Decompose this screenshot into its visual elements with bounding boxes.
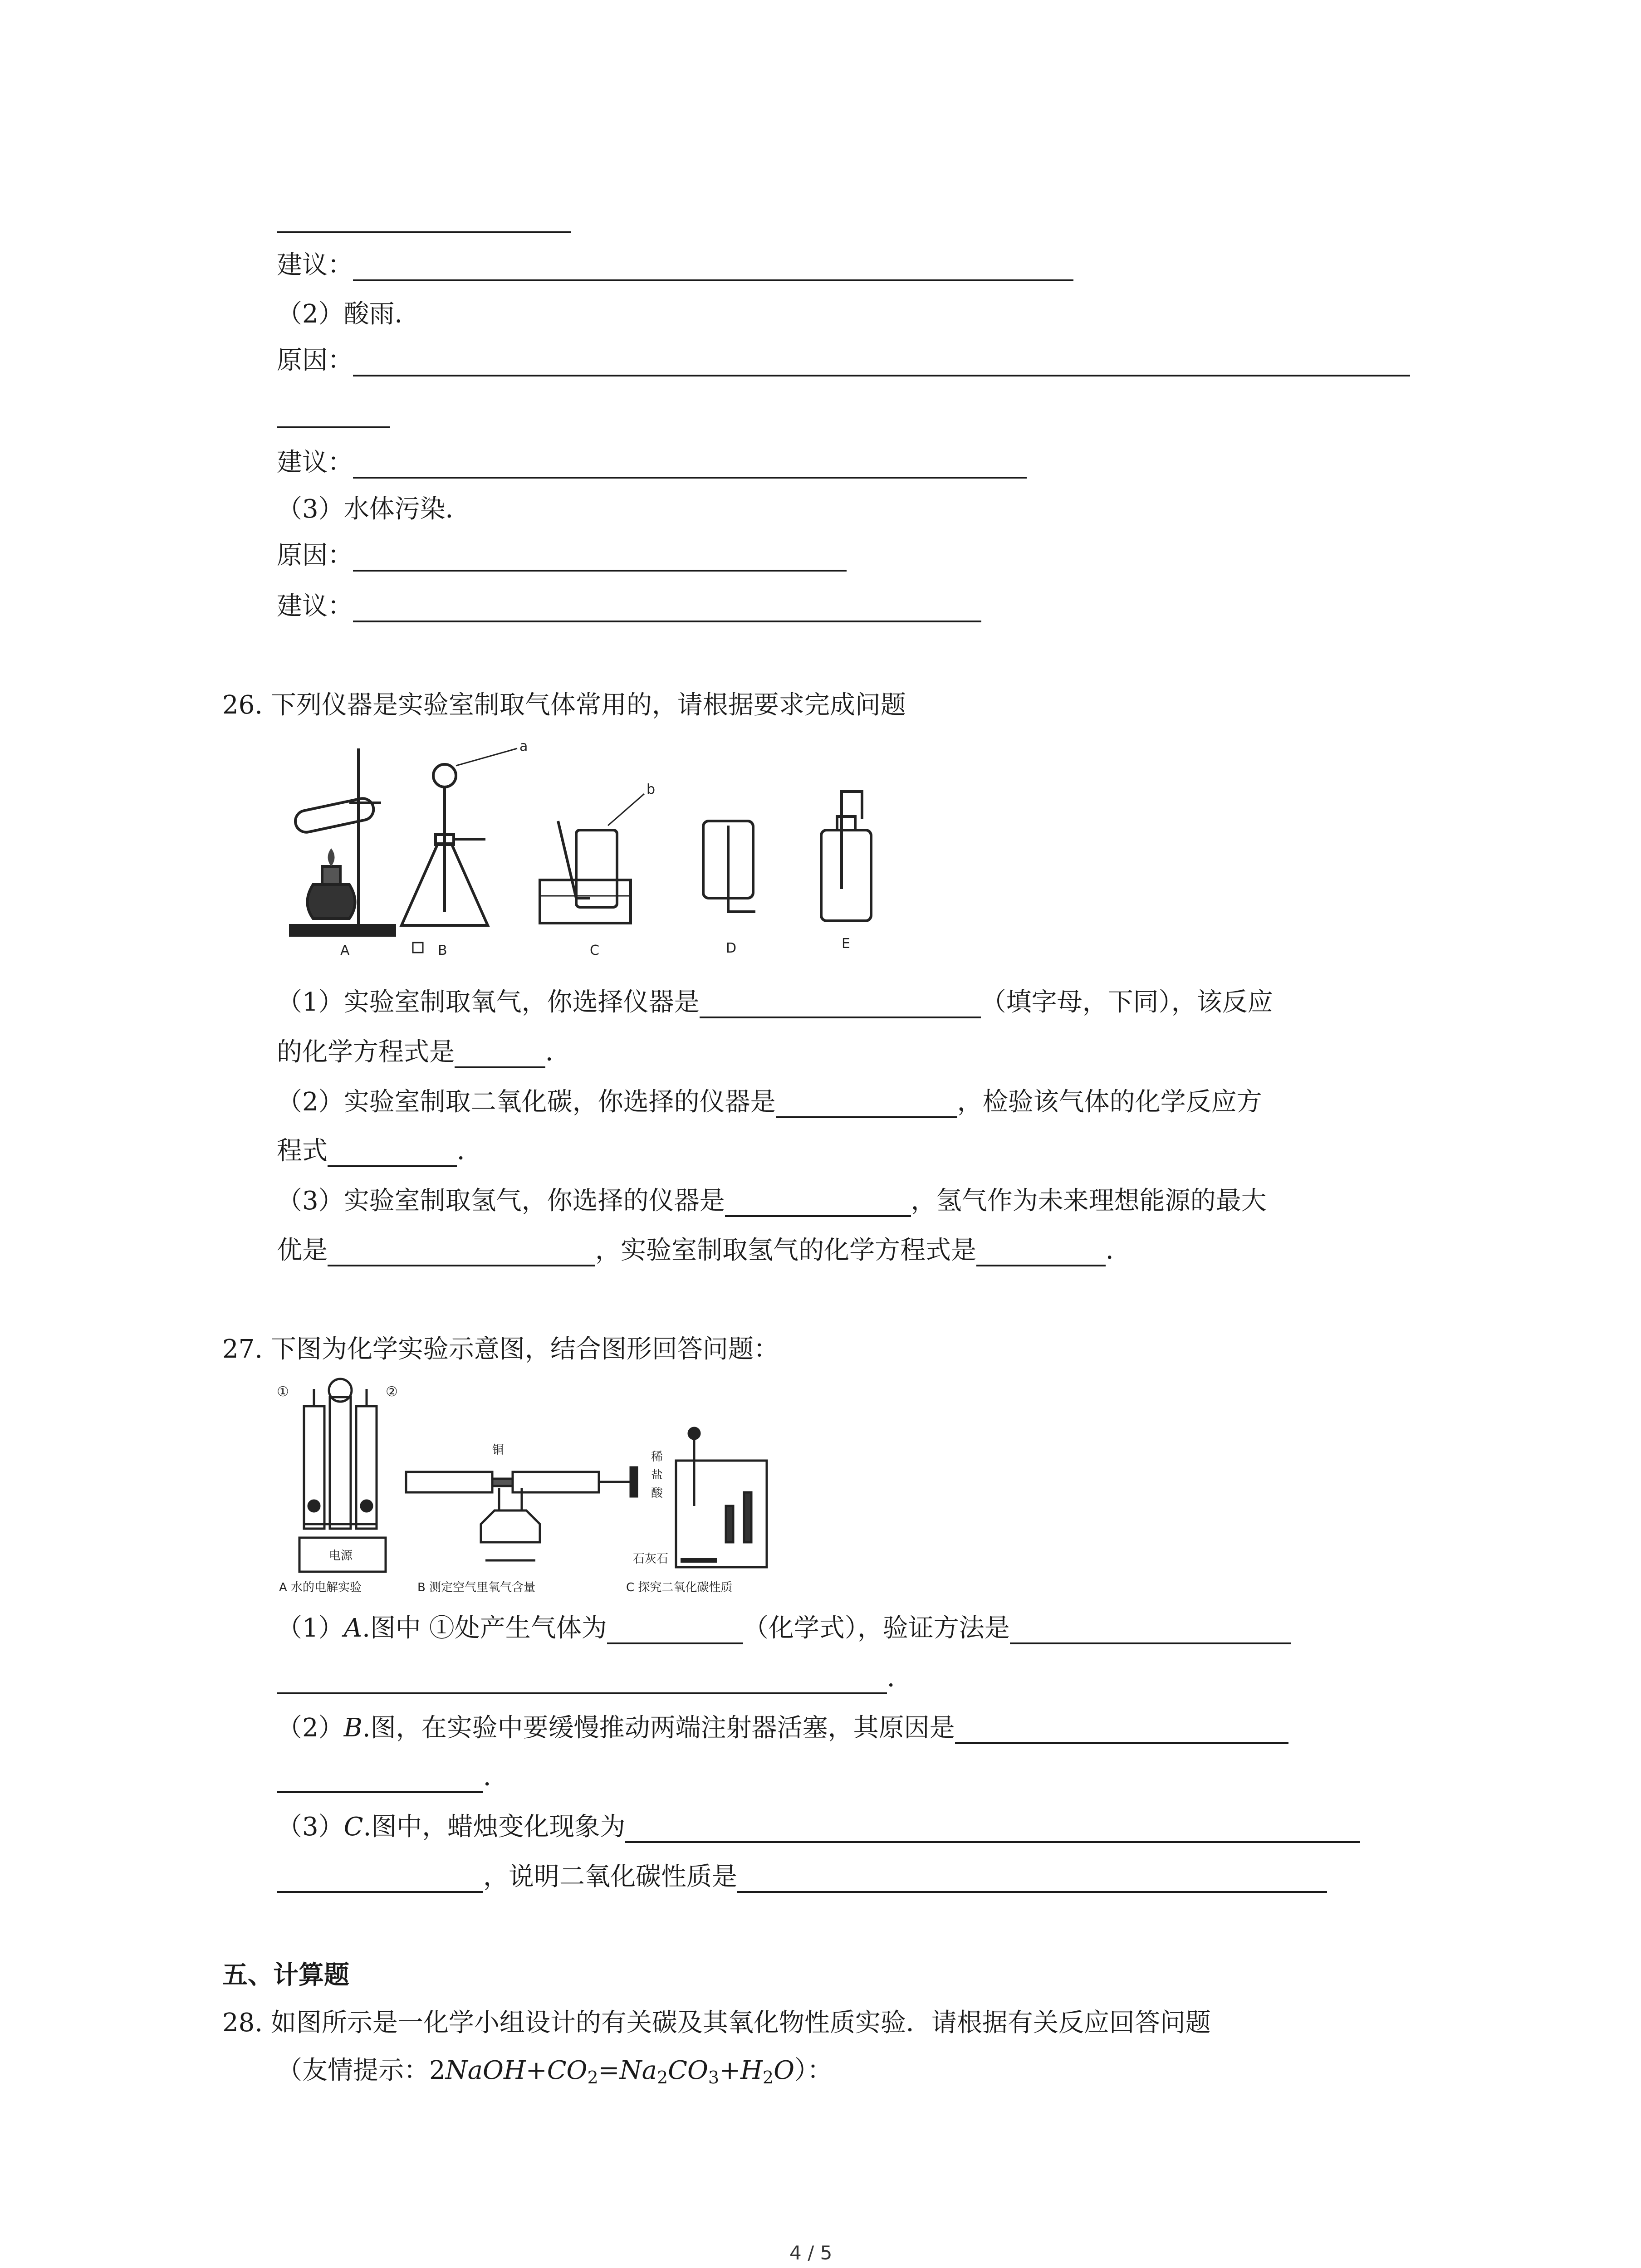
label-limestone: 石灰石 (633, 1552, 669, 1566)
q25-reason2-row (277, 340, 1410, 376)
experiment-a (299, 1379, 386, 1572)
page-number: 4 / 5 (789, 2242, 833, 2264)
q28-equation (429, 2056, 794, 2085)
q28-stem: 28. 如图所示是一化学小组设计的有关碳及其氧化物性质实验．请根据有关反应回答问题 (222, 2008, 1211, 2038)
q26-p3-text-d: ，实验室制取氢气的化学方程式是 (595, 1236, 976, 1265)
q27-p2-letter: B (343, 1713, 362, 1743)
q26-p2-blank1[interactable] (776, 1088, 957, 1118)
q26-p3-blank2[interactable] (328, 1237, 595, 1266)
q26-p1-line2 (277, 1032, 571, 1068)
q27-p1-letter: A (343, 1613, 362, 1643)
eq-na: Na (619, 2056, 657, 2085)
q26-p1-blank1[interactable] (700, 988, 981, 1018)
q26-p2-text-b: ，检验该气体的化学反应方 (957, 1087, 1262, 1117)
experiment-b (406, 1467, 637, 1560)
q26-stem: 26. 下列仪器是实验室制取气体常用的，请根据要求完成问题 (222, 690, 906, 720)
suggest1-blank[interactable] (353, 251, 1073, 281)
q26-p1-text-c: 的化学方程式是 (277, 1037, 455, 1067)
eq-sub-2: 2 (587, 2068, 598, 2087)
eq-coef: 2 (429, 2056, 446, 2085)
q26-p3-blank1[interactable] (725, 1187, 911, 1217)
reason2-blank[interactable] (353, 347, 1410, 376)
q27-p2-text-b: .图，在实验中要缓慢推动两端注射器活塞，其原因是 (362, 1713, 955, 1743)
label-small-b: b (647, 782, 656, 797)
label-power: 电源 (329, 1549, 353, 1563)
eq-co3: CO (668, 2056, 708, 2085)
q27-p3-text-c: ，说明二氧化碳性质是 (483, 1862, 737, 1892)
q26-p3-text-b: ，氢气作为未来理想能源的最大 (911, 1186, 1267, 1216)
q26-p2-line2 (277, 1131, 482, 1167)
q28-hint-open: （友情提示： (277, 2056, 429, 2085)
q25-part2-label: （2）酸雨． (277, 299, 420, 329)
q26-p1-end: ． (545, 1037, 571, 1067)
q27-p2-blank1[interactable] (955, 1714, 1288, 1744)
q27-p3-line2 (277, 1857, 1327, 1893)
q26-apparatus-figure (281, 739, 926, 962)
q27-p1-text-a: （1） (277, 1613, 344, 1643)
apparatus-a (290, 748, 395, 935)
label-e: E (842, 936, 850, 952)
label-c: C (590, 943, 599, 958)
q26-p2-line1 (277, 1082, 1262, 1118)
q27-p2-text-a: （2） (277, 1713, 344, 1743)
suggest3-label: 建议： (277, 591, 353, 621)
q27-p1-blank2[interactable] (1010, 1614, 1291, 1644)
eq-h: H (740, 2056, 763, 2085)
suggest2-label: 建议： (277, 448, 353, 477)
q26-p2-blank2[interactable] (328, 1137, 457, 1167)
q27-p3-blank1[interactable] (625, 1813, 1360, 1843)
q26-p1-line1 (277, 982, 1273, 1018)
experiment-c (676, 1428, 767, 1567)
eq-plus-1: + (525, 2056, 547, 2085)
apparatus-b (402, 748, 517, 925)
label-b: B (438, 943, 447, 958)
q27-experiment-figure (272, 1370, 789, 1597)
q27-p3-text-a: （3） (277, 1812, 344, 1842)
reason3-label: 原因： (277, 541, 353, 570)
q27-p2-end: ． (483, 1762, 509, 1792)
q25-suggest1-row (277, 245, 1073, 281)
q27-p1-line2 (277, 1658, 912, 1694)
q26-p3-end: ． (1106, 1236, 1131, 1265)
eq-plus-2: + (719, 2056, 741, 2085)
mark-1: ① (277, 1384, 289, 1400)
q26-p3-text-c: 优是 (277, 1236, 328, 1265)
reason2-blank-cont[interactable] (277, 426, 390, 428)
label-acid-1: 稀 (651, 1450, 663, 1464)
label-acid-2: 盐 (651, 1468, 663, 1482)
q26-p2-text-c: 程式 (277, 1136, 328, 1166)
q27-p3-blank2[interactable] (737, 1863, 1327, 1893)
q27-p3-text-b: .图中，蜡烛变化现象为 (363, 1812, 626, 1842)
section-5-title: 五、计算题 (222, 1960, 349, 1990)
label-small-a: a (519, 739, 528, 754)
q26-p1-text-a: （1）实验室制取氧气，你选择仪器是 (277, 987, 700, 1017)
q27-stem: 27. 下图为化学实验示意图，结合图形回答问题： (222, 1334, 779, 1364)
label-a: A (340, 943, 350, 958)
suggest3-blank[interactable] (353, 592, 981, 622)
q27-p2-line2 (277, 1757, 509, 1793)
q25-suggest3-row (277, 586, 981, 622)
q27-p1-blank2-cont[interactable] (277, 1664, 887, 1694)
q27-p3-letter: C (343, 1812, 363, 1842)
apparatus-e (821, 792, 871, 921)
q25-part3-label: （3）水体污染． (277, 494, 471, 524)
eq-o: O (774, 2056, 794, 2085)
eq-sub-2c: 2 (762, 2068, 774, 2087)
caption-c: C 探究二氧化碳性质 (626, 1581, 733, 1594)
q27-p1-line1 (277, 1608, 1291, 1644)
label-copper: 铜 (492, 1443, 505, 1457)
caption-a: A 水的电解实验 (279, 1581, 362, 1594)
q27-p1-blank1[interactable] (607, 1614, 743, 1644)
q26-p2-text-a: （2）实验室制取二氧化碳，你选择的仪器是 (277, 1087, 776, 1117)
eq-sub-2b: 2 (656, 2068, 668, 2087)
apparatus-d (703, 821, 755, 912)
q27-p3-blank1-cont[interactable] (277, 1863, 483, 1893)
q27-p3-line1 (277, 1807, 1360, 1843)
eq-naoh: NaOH (445, 2056, 526, 2085)
suggest2-blank[interactable] (353, 449, 1027, 479)
q26-p3-line1 (277, 1181, 1267, 1217)
q26-p1-text-b: （填字母，下同），该反应 (980, 987, 1273, 1017)
label-acid-3: 酸 (651, 1486, 663, 1500)
reason3-blank[interactable] (353, 542, 847, 572)
eq-sub-3: 3 (708, 2068, 720, 2087)
q27-p1-text-c: （化学式），验证方法是 (743, 1613, 1010, 1643)
label-d: D (726, 940, 737, 956)
apparatus-c (540, 794, 644, 923)
q26-p3-blank3[interactable] (976, 1237, 1106, 1266)
q25-suggest2-row (277, 442, 1027, 479)
q26-p3-text-a: （3）实验室制取氢气，你选择的仪器是 (277, 1186, 725, 1216)
q28-hint-close: ）： (794, 2056, 833, 2085)
caption-b: B 测定空气里氧气含量 (417, 1581, 536, 1594)
eq-equals: = (598, 2056, 620, 2085)
answer-line-prev[interactable] (277, 231, 571, 233)
suggest1-label: 建议： (277, 250, 353, 280)
reason2-label: 原因： (277, 346, 353, 375)
q26-p2-end: ． (457, 1136, 482, 1166)
q27-p2-line1 (277, 1708, 1288, 1744)
q26-p3-line2 (277, 1230, 1131, 1266)
eq-co: CO (547, 2056, 588, 2085)
q27-p1-end: ． (887, 1663, 912, 1693)
q28-hint (277, 2050, 833, 2087)
q25-reason3-row (277, 535, 847, 572)
q27-p2-blank1-cont[interactable] (277, 1763, 483, 1793)
mark-2: ② (386, 1384, 398, 1400)
q27-p1-text-b: .图中 ①处产生气体为 (362, 1613, 607, 1643)
q26-p1-blank2[interactable] (455, 1038, 545, 1068)
